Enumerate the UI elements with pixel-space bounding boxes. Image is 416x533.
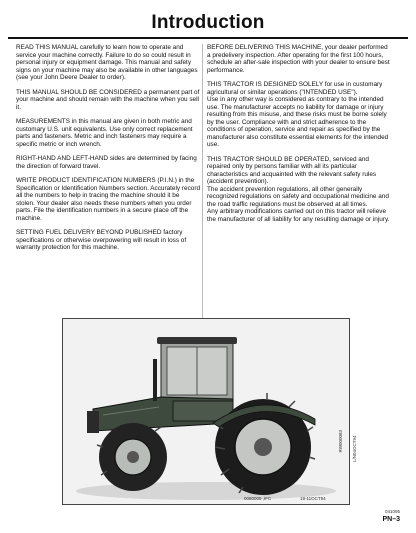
page-number: PN–3 <box>382 516 400 523</box>
figure-side-code: L/N04OCT94 <box>352 435 357 462</box>
paragraph-measurements: MEASUREMENTS in this manual are given in both metric and customary U.S. unit equivalents. Use only correct replacement parts and fasteners. Metric and inch fasteners may require a specific metric or inch wrench. <box>16 118 193 148</box>
figure-caption: 0080005 ,IFC <box>244 496 272 501</box>
paragraph-pin: WRITE PRODUCT IDENTIFICATION NUMBERS (P.I.N.) in the Specification or Identification Numbers section. Accurately record all the numbers to help in tracing the machine should it be stolen. Your dealer also needs these numbers when you order parts. File the identification numbers in a secure place off the machine. <box>16 177 200 222</box>
paragraph-permanent-part: THIS MANUAL SHOULD BE CONSIDERED a permanent part of your machine and should remain with the machine when you sell it. <box>16 88 200 111</box>
paragraph-fuel-delivery: SETTING FUEL DELIVERY BEYOND PUBLISHED factory specifications or otherwise overpowering will result in loss of warranty protection for this machine. <box>16 229 187 251</box>
tractor-photo <box>62 318 350 505</box>
footer-code: 041095 <box>384 509 400 514</box>
figure-caption-date: 19-11OCT94 <box>300 496 326 501</box>
left-column <box>16 44 200 259</box>
paragraph-right-left-hand: RIGHT-HAND AND LEFT-HAND sides are determined by facing the direction of forward travel. <box>16 155 197 170</box>
right-column <box>207 44 391 230</box>
column-divider <box>202 44 203 354</box>
paragraph-operated-by: THIS TRACTOR SHOULD BE OPERATED, serviced and repaired only by persons familiar with all its particular characteristics and acquainted with the relevant safety rules (accident prevention). The accident prevention regulations, all other generally recognized regulations on safety and occupational medicine and the road traffic regulations must be observed at all times. Any arbitrary modifications carried out on this tractor will relieve the manufacturer of all liability for any resulting damage or injury. <box>207 155 390 223</box>
title-rule <box>8 37 408 39</box>
page-title: Introduction <box>151 12 265 33</box>
paragraph-intended-use: THIS TRACTOR IS DESIGNED SOLELY for use in customary agricultural or similar operations ("INTENDED USE"). Use in any other way is considered as contrary to the intended use. The manufacturer accepts no liability for damage or injury resulting from this misuse, and these risks must be borne solely by the user. Compliance with and strict adherence to the conditions of operation, service and repair as specified by the manufacturer also constitute essential elements for the intended use. <box>207 81 389 148</box>
tractor-illustration <box>63 319 349 504</box>
paragraph-predelivery: BEFORE DELIVERING THIS MACHINE, your dealer performed a predelivery inspection. After operating for the first 100 hours, schedule an after-sale inspection with your dealer to ensure best performance. <box>207 44 390 74</box>
paragraph-read-manual: READ THIS MANUAL carefully to learn how to operate and service your machine correctly. Failure to do so could result in personal injury or equipment damage. This manual and safety signs on your machine may also be available in other languages (see your John Deere Dealer to order). <box>16 44 198 81</box>
figure-code: RW000083 <box>338 430 343 453</box>
